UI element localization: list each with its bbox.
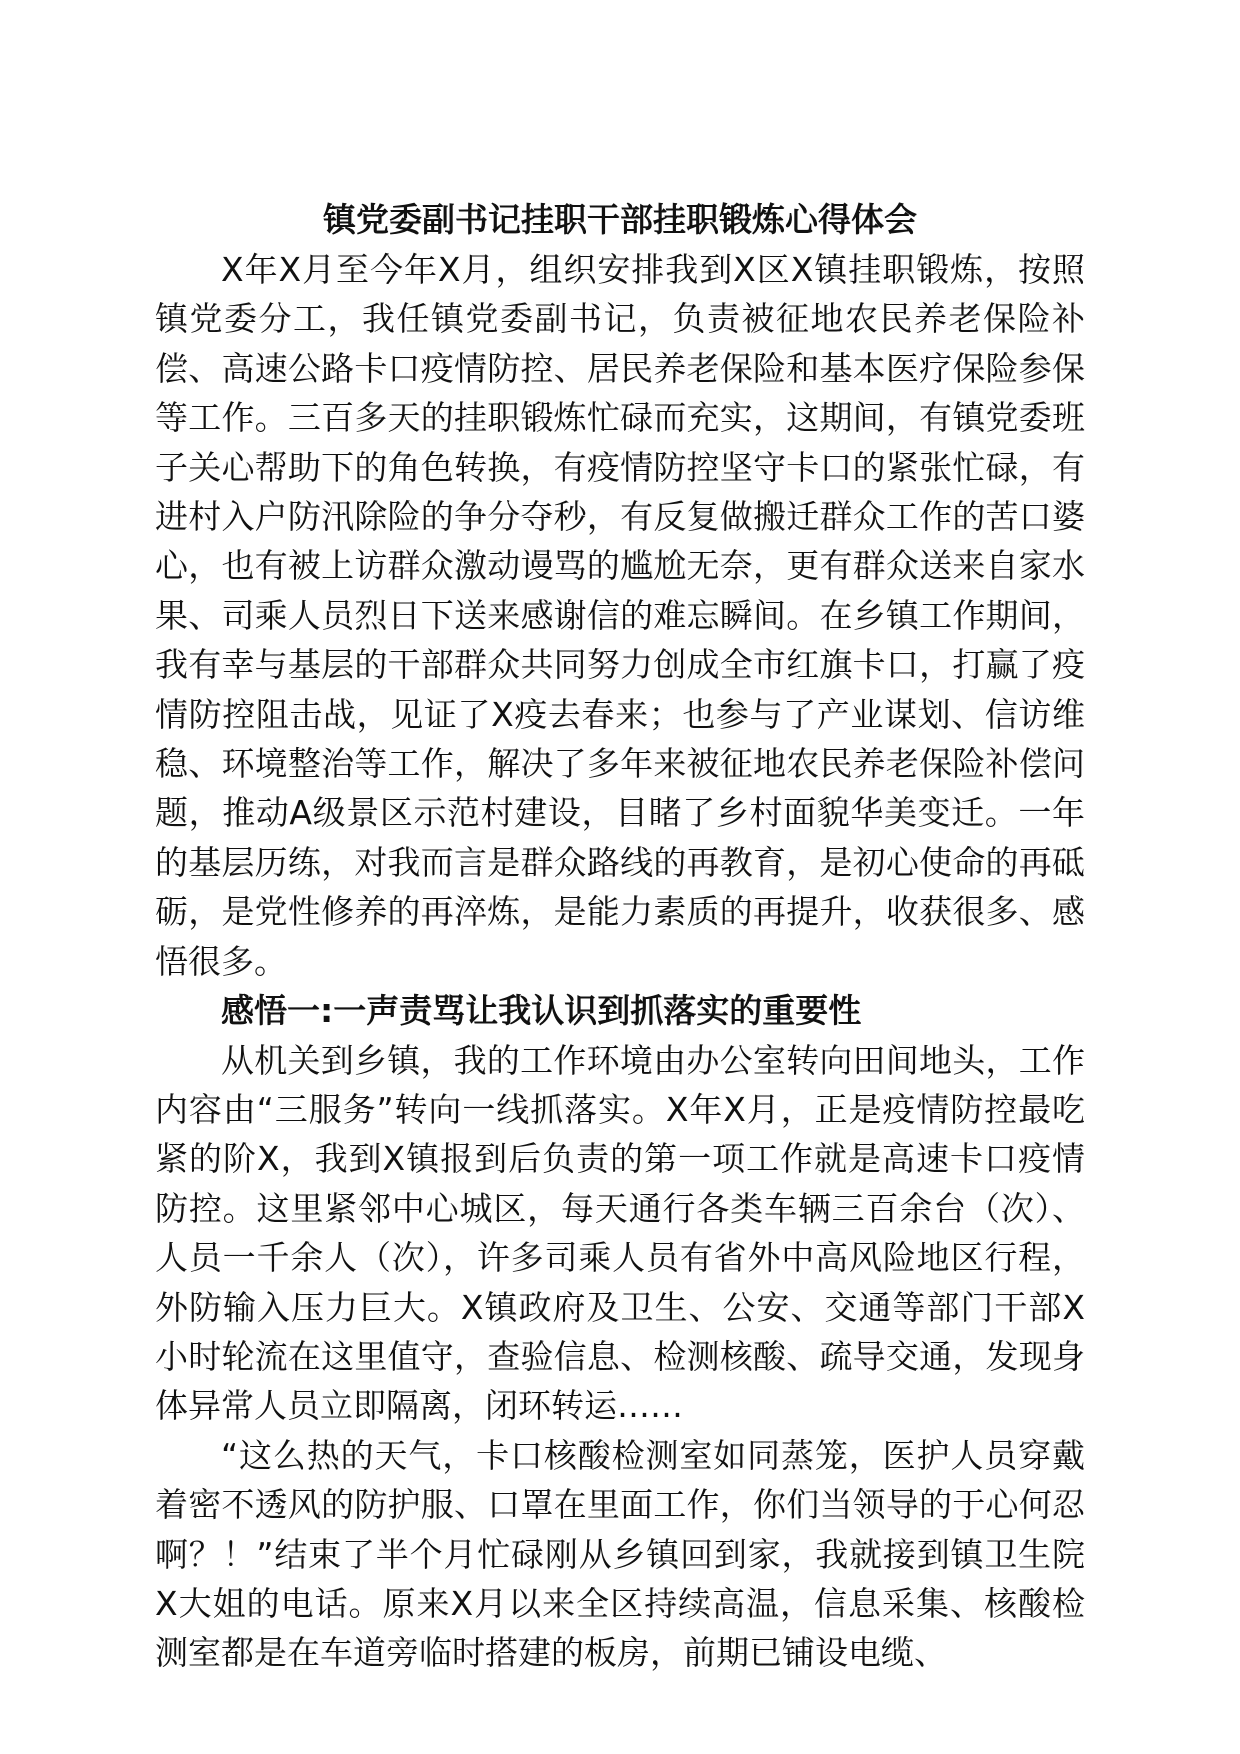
section-paragraph-1: 从机关到乡镇，我的工作环境由办公室转向田间地头，工作内容由“三服务”转向一线抓落实。X年X月，正是疫情防控最吃紧的阶X，我到X镇报到后负责的第一项工作就是高速卡口疫情防控。这里紧邻中心城区，每天通行各类车辆三百余台（次）、人员一千余人（次），许多司乘人员有省外中高风险地区行程，外防输入压力巨大。X镇政府及卫生、公安、交通等部门干部X小时轮流在这里值守，查验信息、检测核酸、疏导交通，发现身体异常人员立即隔离，闭环转运……	[155, 1040, 1085, 1426]
document-title: 镇党委副书记挂职干部挂职锻炼心得体会	[323, 200, 917, 239]
section-heading: 感悟一:一声责骂让我认识到抓落实的重要性	[221, 991, 862, 1031]
intro-paragraph: X年X月至今年X月，组织安排我到X区X镇挂职锻炼，按照镇党委分工，我任镇党委副书记，负责被征地农民养老保险补偿、高速公路卡口疫情防控、居民养老保险和基本医疗保险参保等工作。三百多天的挂职锻炼忙碌而充实，这期间，有镇党委班子关心帮助下的角色转换，有疫情防控坚守卡口的紧张忙碌，有进村入户防汛除险的争分夺秒，有反复做搬迁群众工作的苦口婆心，也有被上访群众激动谩骂的尴尬无奈，更有群众送来自家水果、司乘人员烈日下送来感谢信的难忘瞬间。在乡镇工作期间，我有幸与基层的干部群众共同努力创成全市红旗卡口，打赢了疫情防控阻击战，见证了X疫去春来；也参与了产业谋划、信访维稳、环境整治等工作，解决了多年来被征地农民养老保险补偿问题，推动A级景区示范村建设，目睹了乡村面貌华美变迁。一年的基层历练，对我而言是群众路线的再教育，是初心使命的再砥砺，是党性修养的再淬炼，是能力素质的再提升，收获很多、感悟很多。	[155, 250, 1085, 981]
document-body	[155, 195, 1085, 1678]
section-paragraph-2: “这么热的天气，卡口核酸检测室如同蒸笼，医护人员穿戴着密不透风的防护服、口罩在里面工作，你们当领导的于心何忍啊？！”结束了半个月忙碌刚从乡镇回到家，我就接到镇卫生院X大姐的电话。原来X月以来全区持续高温，信息采集、核酸检测室都是在车道旁临时搭建的板房，前期已铺设电缆、	[155, 1435, 1085, 1673]
